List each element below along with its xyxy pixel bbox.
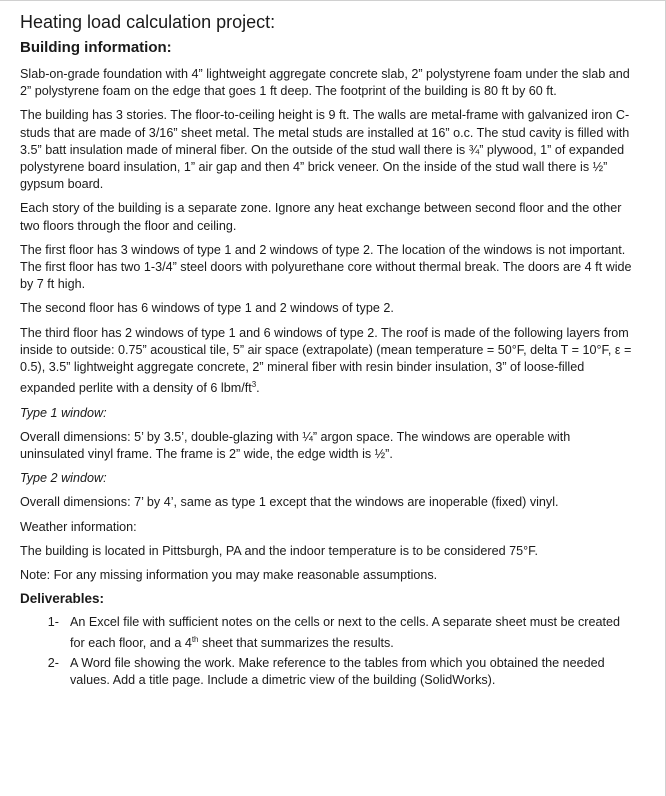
third-floor-end: . <box>256 381 260 396</box>
zones-paragraph: Each story of the building is a separate zone. Ignore any heat exchange between second floor and the other two floors through the floor and ceiling. <box>20 201 622 233</box>
type1-window-heading: Type 1 window: <box>20 405 107 420</box>
note-text: Note: For any missing information you may make reasonable assumptions. <box>20 568 438 583</box>
foundation-paragraph: Slab-on-grade foundation with 4” lightweight aggregate concrete slab, 2” polystyrene foam under the slab and 2” polystyrene foam on the edge that goes 1 ft deep. The footprint of the building is 80 ft by 60 ft. <box>20 67 630 99</box>
weather-text: The building is located in Pittsburgh, PA and the indoor temperature is to be considered 75°F. <box>20 543 538 558</box>
second-floor-paragraph: The second floor has 6 windows of type 1 and 2 windows of type 2. <box>20 301 394 316</box>
building-info-heading: Building information: <box>20 39 172 56</box>
list-item: 2. A Word file showing the work. Make reference to the tables from which you obtained the needed values. Add a title page. Include a dimetric view of the building (SolidWorks). <box>66 655 632 689</box>
first-floor-paragraph: The first floor has 3 windows of type 1 and 2 windows of type 2. The location of the windows is not important. The first floor has two 1-3/4” steel doors with polyurethane core without thermal break. The doors are 4 ft wide by 7 ft high. <box>20 242 632 292</box>
deliverable-1-end: sheet that summarizes the results. <box>198 636 394 651</box>
document-body <box>20 12 632 691</box>
deliverable-1-text: An Excel file with sufficient notes on the cells or next to the cells. A separate sheet must be created for each floor, and a 4 <box>70 615 620 651</box>
third-floor-text: The third floor has 2 windows of type 1 and 6 windows of type 2. The roof is made of the following layers from inside to outside: 0.75” acoustical tile, 5” air space (extrapolate) (mean temperature = 50°F, delta T = 10°F, ε = 0.5), 3.5” lightweight aggregate concrete, 2” mineral fiber with resin binder insulation, 3” of loose-filled expanded perlite with a density of 6 lbm/ft <box>20 325 632 396</box>
third-floor-paragraph <box>20 325 632 398</box>
weather-heading: Weather information: <box>20 519 137 534</box>
project-title: Heating load calculation project: <box>20 12 276 32</box>
cube-superscript: 3 <box>251 380 257 390</box>
page-border-top <box>0 0 666 1</box>
list-item <box>66 614 632 653</box>
type2-window-heading: Type 2 window: <box>20 471 107 486</box>
type2-window-text: Overall dimensions: 7’ by 4’, same as type 1 except that the windows are inoperable (fixed) vinyl. <box>20 495 559 510</box>
ordinal-superscript: th <box>191 635 199 645</box>
type1-window-text: Overall dimensions: 5’ by 3.5’, double-glazing with ¼” argon space. The windows are operable with uninsulated vinyl frame. The frame is 2” wide, the edge width is ½”. <box>20 429 571 462</box>
deliverables-list <box>20 614 632 689</box>
walls-paragraph: The building has 3 stories. The floor-to-ceiling height is 9 ft. The walls are metal-frame with galvanized iron C-studs that are made of 3/16” sheet metal. The metal studs are installed at 16” o.c. The stud cavity is filled with 3.5” batt insulation made of mineral fiber. On the outside of the stud wall there is ¾” plywood, 1” of expanded polystyrene board insulation, 1” air gap and then 4” brick veneer. On the inside of the stud wall there is ½” gypsum board. <box>20 108 630 192</box>
deliverables-heading: Deliverables: <box>20 591 105 607</box>
